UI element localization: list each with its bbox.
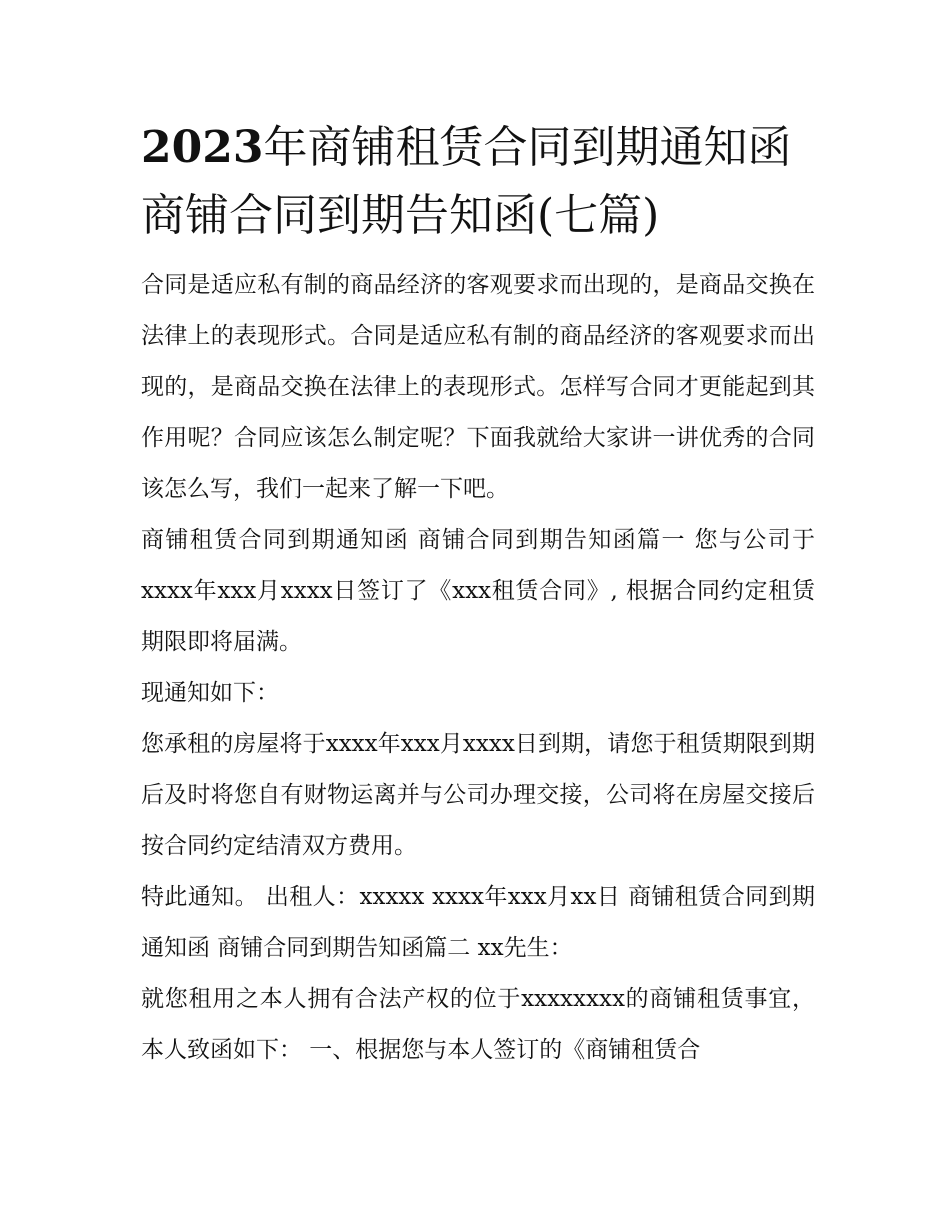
document-title xyxy=(141,114,815,250)
paragraph-notice-one: 商铺租赁合同到期通知函 商铺合同到期告知函篇一 您与公司于xxxx年xxx月xxxx日签订了《xxx租赁合同》, 根据合同约定租赁期限即将届满。 xyxy=(141,527,815,655)
paragraph-notice-details: 您承租的房屋将于xxxx年xxx月xxxx日到期，请您于租赁期限到期后及时将您自有财物运离并与公司办理交接，公司将在房屋交接后按合同约定结清双方费用。 xyxy=(141,731,815,859)
title-text: 年商铺租赁合同到期通知函 商铺合同到期告知函(七篇) xyxy=(141,122,792,241)
paragraph-intro: 合同是适应私有制的商品经济的客观要求而出现的，是商品交换在法律上的表现形式。合同是适应私有制的商品经济的客观要求而出现的，是商品交换在法律上的表现形式。怎样写合同才更能起到其作用呢？合同应该怎么制定呢？下面我就给大家讲一讲优秀的合同该怎么写，我们一起来了解一下吧。 xyxy=(141,272,815,502)
document-body xyxy=(141,260,815,1076)
title-year: 2023 xyxy=(141,122,264,173)
paragraph-notice-heading: 现通知如下： xyxy=(141,680,279,706)
paragraph-notice-two: 就您租用之本人拥有合法产权的位于xxxxxxxx的商铺租赁事宜，本人致函如下： 一、根据您与本人签订的《商铺租赁合 xyxy=(141,986,815,1063)
paragraph-signature: 特此通知。 出租人：xxxxx xxxx年xxx月xx日 商铺租赁合同到期通知函 商铺合同到期告知函篇二 xx先生： xyxy=(141,884,815,961)
document-content xyxy=(141,114,815,1076)
